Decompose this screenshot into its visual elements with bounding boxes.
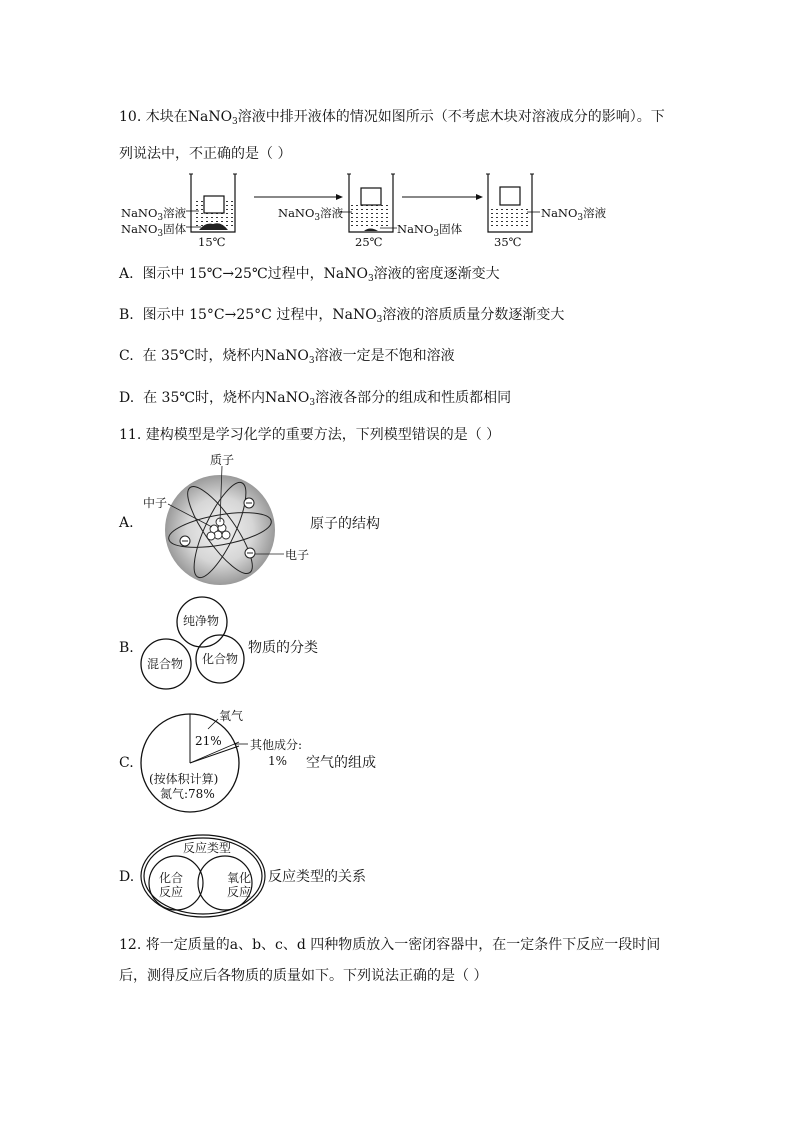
label-oxygen-pct: 21%: [195, 734, 222, 748]
q11-option-d[interactable]: D.: [119, 869, 135, 885]
q11-option-a[interactable]: A.: [119, 515, 134, 531]
label-mixture: 混合物: [147, 657, 184, 671]
caption-matter-classification: 物质的分类: [248, 640, 318, 656]
fig1-label-solution-1: NaNO$_3$溶液: [121, 206, 187, 223]
label-other-components: 其他成分:: [250, 738, 303, 752]
fig1-label-solution-3: NaNO$_3$溶液: [541, 206, 607, 223]
q11-stem: 11. 建构模型是学习化学的重要方法，下列模型错误的是（ ）: [119, 427, 501, 443]
label-compound: 化合物: [202, 652, 239, 666]
q11-number: 11.: [119, 427, 142, 443]
fig1-label-solid-1: NaNO$_3$固体: [121, 222, 187, 239]
q10-option-b[interactable]: B. 图示中 15°C→25°C 过程中，NaNO$_3$溶液的溶质质量分数逐渐变大: [119, 307, 565, 325]
label-combination-2: 反应: [159, 885, 184, 899]
label-combination-1: 化合: [159, 871, 184, 885]
temp-15c: 15℃: [198, 235, 226, 249]
label-neutron: 中子: [143, 496, 168, 510]
label-electron: 电子: [285, 548, 310, 562]
q10-option-d[interactable]: D. 在 35℃时，烧杯内NaNO$_3$溶液各部分的组成和性质都相同: [119, 390, 512, 408]
q12-stem-line1: 12. 将一定质量的a、b、c、d 四种物质放入一密闭容器中，在一定条件下反应一段时间: [119, 937, 661, 953]
caption-air-composition: 空气的组成: [306, 755, 376, 771]
q12-stem-line2: 后，测得反应后各物质的质量如下。下列说法正确的是（ ）: [119, 968, 488, 984]
q12-number: 12.: [119, 937, 142, 953]
temp-25c: 25℃: [355, 235, 383, 249]
q10-option-a[interactable]: A. 图示中 15℃→25℃过程中，NaNO$_3$溶液的密度逐渐变大: [119, 266, 500, 284]
q10-option-c[interactable]: C. 在 35℃时，烧杯内NaNO$_3$溶液一定是不饱和溶液: [119, 348, 455, 366]
label-other-pct: 1%: [268, 754, 288, 768]
label-pure-substance: 纯净物: [183, 614, 220, 628]
caption-atom-structure: 原子的结构: [310, 516, 380, 532]
temp-35c: 35℃: [494, 235, 522, 249]
matter-classification-diagram: [141, 597, 244, 689]
q11-option-b[interactable]: B.: [119, 640, 134, 656]
fig1-label-solid-2: NaNO$_3$固体: [397, 222, 463, 239]
q11-option-c[interactable]: C.: [119, 755, 134, 771]
label-oxidation-1: 氧化: [227, 871, 252, 885]
label-by-volume: (按体积计算): [149, 772, 219, 786]
q10-number: 10.: [119, 109, 142, 125]
label-proton: 质子: [210, 453, 235, 467]
label-oxygen: 氧气: [219, 709, 244, 723]
q10-stem-line1: 10. 木块在NaNO$_3$溶液中排开液体的情况如图所示（不考虑木块对溶液成分的影响）。下: [119, 109, 665, 127]
label-reaction-type: 反应类型: [183, 841, 232, 855]
label-nitrogen: 氮气:78%: [160, 787, 215, 801]
fig1-label-solution-2: NaNO$_3$溶液: [278, 206, 344, 223]
q10-stem-line2: 列说法中，不正确的是（ ）: [119, 146, 292, 162]
caption-reaction-relation: 反应类型的关系: [268, 869, 366, 885]
label-oxidation-2: 反应: [227, 885, 252, 899]
